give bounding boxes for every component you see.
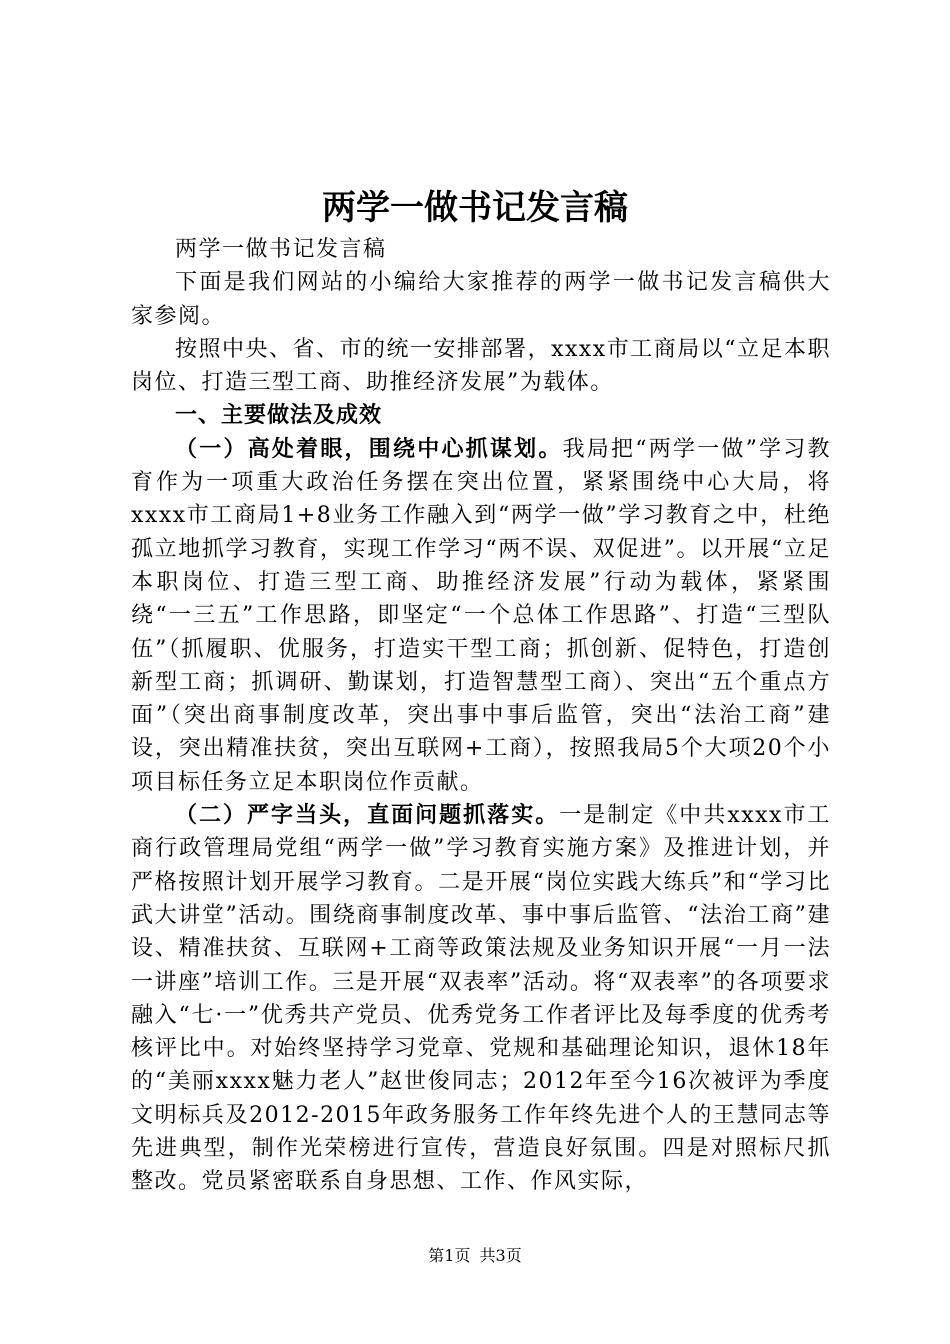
page-number: 第1页 <box>428 1246 471 1265</box>
paragraph-intro: 下面是我们网站的小编给大家推荐的两学一做书记发言稿供大家参阅。 <box>131 270 831 329</box>
paragraph-subtitle: 两学一做书记发言稿 <box>175 237 387 262</box>
paragraph-body-1: 我局把“两学一做”学习教育作为一项重大政治任务摆在突出位置，紧紧围绕中心大局，将xxxx市工商局1+8业务工作融入到“两学一做”学习教育之中，杜绝孤立地抓学习教育，实现工作学习“两不误、双促进”。以开展“立足本职岗位、打造三型工商、助推经济发展”行动为载体，紧紧围绕“一三五”工作思路，即坚定“一个总体工作思路”、打造“三型队伍”（抓履职、优服务，打造实干型工商；抓创新、促特色，打造创新型工商；抓调研、勤谋划，打造智慧型工商）、突出“五个重点方面”（突出商事制度改革，突出事中事后监管，突出“法治工商”建设，突出精准扶贫，突出互联网+工商），按照我局5个大项20个小项目标任务立足本职岗位作贡献。 <box>131 436 831 795</box>
page-total: 共3页 <box>479 1246 522 1265</box>
paragraph-lead-2: （二）严字当头，直面问题抓落实。 <box>175 802 560 829</box>
page-footer <box>0 1243 950 1266</box>
paragraph-lead-1: （一）高处着眼，围绕中心抓谋划。 <box>175 435 563 462</box>
paragraph-body-2: 一是制定《中共xxxx市工商行政管理局党组“两学一做”学习教育实施方案》及推进计划，并严格按照计划开展学习教育。二是开展“岗位实践大练兵”和“学习比武大讲堂”活动。围绕商事制度改革、事中事后监管、“法治工商”建设、精准扶贫、互联网+工商等政策法规及业务知识开展“一月一法一讲座”培训工作。三是开展“双表率”活动。将“双表率”的各项要求融入“七·一”优秀共产党员、优秀党务工作者评比及每季度的优秀考核评比中。对始终坚持学习党章、党规和基础理论知识，退休18年的“美丽xxxx魅力老人”赵世俊同志；2012年至今16次被评为季度文明标兵及2012-2015年政务服务工作年终先进个人的王慧同志等先进典型，制作光荣榜进行宣传，营造良好氛围。四是对照标尺抓整改。党员紧密联系自身思想、工作、作风实际， <box>131 803 831 1195</box>
section-heading: 一、主要做法及成效 <box>175 402 383 429</box>
document-body <box>131 233 831 1199</box>
paragraph-section-1 <box>131 433 831 799</box>
paragraph-section-2 <box>131 799 831 1199</box>
paragraph-arrangement: 按照中央、省、市的统一安排部署，xxxx市工商局以“立足本职岗位、打造三型工商、助推经济发展”为载体。 <box>131 336 831 396</box>
document-title: 两学一做书记发言稿 <box>322 188 628 228</box>
